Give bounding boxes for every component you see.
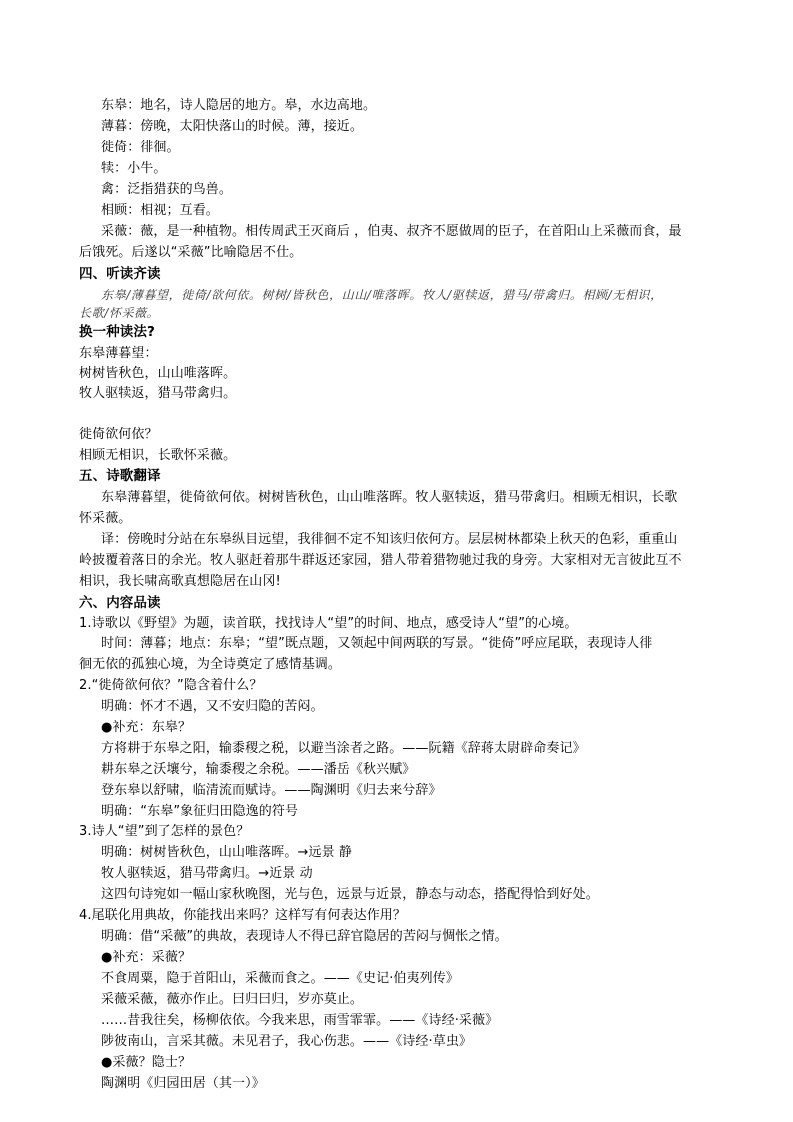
quote-shiji: 不食周粟，隐于首阳山，采薇而食之。——《史记·伯夷列传》: [101, 971, 459, 986]
subheading-alt-reading: 换一种读法?: [79, 324, 155, 340]
question-4: 4.尾联化用典故，你能找出来吗？这样写有何表达作用？: [79, 908, 407, 923]
alt-reading-line-4: 徙倚欲何依？: [79, 427, 158, 442]
section-heading-5: 五、诗歌翻译: [79, 468, 161, 484]
note-qin: 禽：泛指猎获的鸟兽。: [101, 182, 233, 197]
alt-reading-line-1: 东皋薄暮望：: [79, 346, 158, 361]
note-xianggu: 相顾：相视；互看。: [101, 203, 219, 218]
quote-panyue: 耕东皋之沃壤兮，输黍稷之余税。——潘岳《秋兴赋》: [101, 762, 416, 777]
note-xiyi: 徙倚：徘徊。: [101, 140, 180, 155]
translation-line-1: 译：傍晚时分站在东皋纵目远望，我徘徊不定不知该归依何方。层层树林都染上秋天的色彩，重重山: [101, 532, 678, 547]
answer-4: 明确：借“采薇”的典故，表现诗人不得已辞官隐居的苦闷与惆怅之情。: [101, 929, 508, 944]
supplement-hermit: ●采薇？隐士？: [101, 1055, 192, 1070]
note-donggao: 东皋：地名，诗人隐居的地方。皋，水边高地。: [101, 98, 377, 113]
answer-2: 明确：怀才不遇，又不安归隐的苦闷。: [101, 699, 324, 714]
supplement-donggao: ●补充：东皋？: [101, 720, 192, 735]
answer-3-line-2: 牧人驱犊返，猎马带禽归。→近景 动: [101, 866, 313, 881]
answer-1-line-1: 时间：薄暮；地点：东皋；“望”既点题，又领起中间两联的写景。“徙倚”呼应尾联，表现诗人徘: [101, 636, 653, 651]
quote-taoyuanming: 登东皋以舒啸，临清流而赋诗。——陶渊明《归去来兮辞》: [101, 783, 442, 798]
quote-shijing-caiwei-1: 采薇采薇，薇亦作止。曰归曰归，岁亦莫止。: [101, 992, 364, 1007]
poem-text: 东皋薄暮望，徙倚欲何依。树树皆秋色，山山唯落晖。牧人驱犊返，猎马带禽归。相顾无相识，长歌: [101, 490, 678, 505]
supplement-caiwei: ●补充：采薇？: [101, 950, 192, 965]
question-2: 2.“徙倚欲何依？”隐含着什么？: [79, 678, 263, 693]
quote-shijing-caochong: 陟彼南山，言采其薇。未见君子，我心伤悲。——《诗经·草虫》: [101, 1034, 473, 1049]
reading-rhythm: 东皋/薄暮望，徙倚/欲何依。树树/皆秋色，山山/唯落晖。牧人/驱犊返，猎马/带禽归。相顾/无相识，: [101, 288, 663, 302]
question-1: 1.诗歌以《野望》为题，读首联，找找诗人“望”的时间、地点，感受诗人“望”的心境。: [79, 616, 578, 631]
note-caiwei-cont: 后饿死。后遂以“采薇”比喻隐居不仕。: [79, 245, 303, 260]
answer-3-line-1: 明确：树树皆秋色，山山唯落晖。→远景 静: [101, 845, 353, 860]
note-bomu: 薄暮：傍晚，太阳快落山的时候。薄，接近。: [101, 119, 364, 134]
reference-guiyuantianju: 陶渊明《归园田居（其一）》: [101, 1076, 265, 1091]
quote-ruanji: 方将耕于东皋之阳，输黍稷之税，以避当涂者之路。——阮籍《辞蒋太尉辟命奏记》: [101, 741, 586, 756]
translation-line-3: 相识，我长啸高歌真想隐居在山冈!: [79, 574, 281, 589]
answer-2-symbol: 明确：“东皋”象征归田隐逸的符号: [101, 804, 299, 819]
quote-shijing-caiwei-2: ……昔我往矣，杨柳依依。今我来思，雨雪霏霏。——《诗经·采薇》: [101, 1013, 499, 1028]
reading-rhythm-cont: 长歌/怀采薇。: [79, 306, 160, 320]
alt-reading-line-3: 牧人驱犊返，猎马带禽归。: [79, 386, 237, 401]
translation-line-2: 岭披覆着落日的余光。牧人驱赶着那牛群返还家园，猎人带着猎物驰过我的身旁。大家相对无言彼此互不: [79, 553, 682, 568]
answer-3-summary: 这四句诗宛如一幅山家秋晚图，光与色，远景与近景，静态与动态，搭配得恰到好处。: [101, 887, 599, 902]
question-3: 3.诗人“望”到了怎样的景色？: [79, 824, 250, 839]
section-heading-4: 四、听读齐读: [79, 266, 161, 282]
alt-reading-line-5: 相顾无相识，长歌怀采薇。: [79, 448, 237, 463]
section-heading-6: 六、内容品读: [79, 595, 161, 611]
poem-text-cont: 怀采薇。: [79, 511, 132, 526]
answer-1-line-2: 徊无依的孤独心境，为全诗奠定了感情基调。: [79, 657, 342, 672]
note-du: 犊：小牛。: [101, 161, 167, 176]
note-caiwei: 采薇：薇，是一种植物。相传周武王灭商后 ，伯夷、叔齐不愿做周的臣子，在首阳山上采薇而食，最: [101, 224, 682, 239]
alt-reading-line-2: 树树皆秋色，山山唯落晖。: [79, 366, 237, 381]
